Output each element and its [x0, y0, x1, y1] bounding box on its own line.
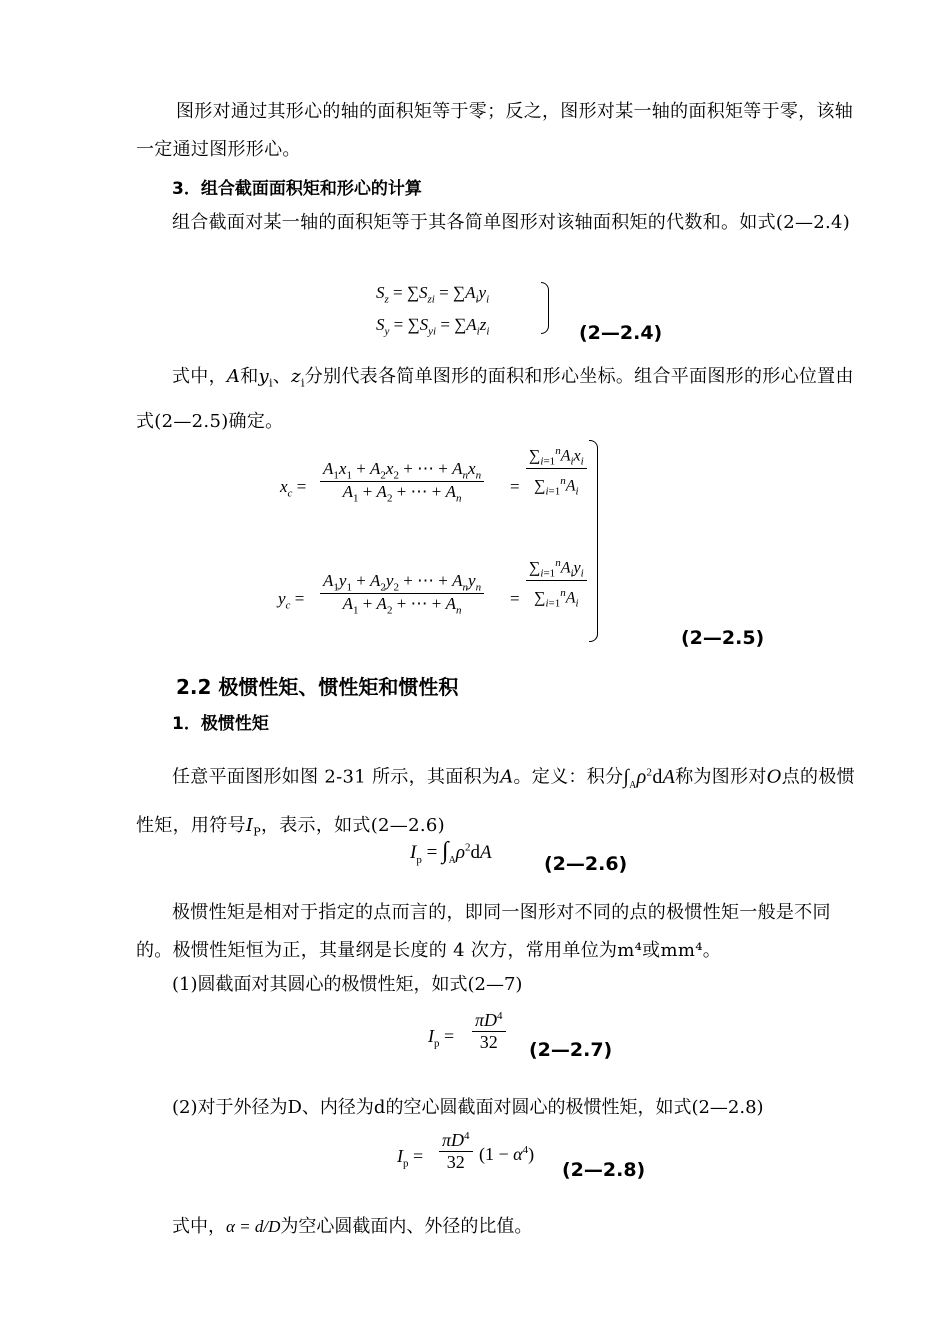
integral-inline: $\int_A\rho^2dA$: [623, 765, 676, 791]
text-run: 任意平面图形如图 2-31 所示，其面积为: [172, 766, 501, 788]
text-run: 为空心圆截面内、外径的比值。: [280, 1216, 533, 1237]
equation-2-2-4: [376, 280, 489, 345]
paragraph-centroid-axis: [136, 93, 862, 169]
equation-number-2-2-8: (2—2.8): [562, 1159, 646, 1181]
equation-brace: [589, 440, 598, 642]
text-run: 称为图形对: [675, 766, 767, 788]
text-run: 分别代表各简单图形的面积和形心坐标。组合平面图形的形心位置由式(2—2.5)确定。: [136, 366, 854, 432]
section-heading-2-2: 2.2 极惯性矩、惯性矩和惯性积: [176, 675, 459, 699]
equation-number-2-2-7: (2—2.7): [529, 1039, 613, 1061]
text-run: 点的极惯性矩，用符号: [136, 766, 855, 836]
subsection-heading-1: 1．极惯性矩: [172, 714, 269, 734]
symbol-I: I: [245, 814, 254, 836]
paragraph-text: 组合截面对某一轴的面积矩等于其各简单图形对该轴面积矩的代数和。如式(2—2.4): [172, 212, 851, 233]
equation-line-2: $S_y = \sum S_{yi} = \sum A_iz_i$: [376, 315, 490, 338]
text-run: 式中，: [172, 1216, 226, 1237]
alpha-expression: α = d/D: [226, 1217, 281, 1236]
equation-number-2-2-5: (2—2.5): [681, 627, 765, 649]
paragraph-polar-definition: [136, 752, 862, 852]
text-run: 。定义：积分: [513, 766, 624, 788]
paragraph-text: 图形对通过其形心的轴的面积矩等于零；反之，图形对某一轴的面积矩等于零，该轴一定通过图形形心。: [136, 101, 854, 160]
equation-line-1: $S_z = \sum S_{zi} = \sum A_iy_i$: [376, 283, 490, 306]
subscript: i: [269, 376, 273, 390]
subscript: i: [300, 376, 305, 390]
paragraph-composite-moment: [136, 204, 862, 242]
symbol-y: y: [258, 366, 270, 387]
text-run: 式中，: [172, 366, 227, 387]
text-run: ，表示，如式(2—2.6): [260, 814, 445, 836]
paragraph-text: 极惯性矩是相对于指定的点而言的，即同一图形对不同的点的极惯性矩一般是不同的。极惯性矩恒为正，其量纲是长度的 4 次方，常用单位为m⁴或mm⁴。: [136, 902, 831, 961]
symbol-z: z: [291, 366, 301, 387]
equation-number-2-2-4: (2—2.4): [579, 322, 663, 344]
paragraph-circle: (1)圆截面对其圆心的极惯性矩，如式(2—7): [172, 974, 523, 995]
symbol-A: A: [500, 766, 514, 788]
equation-brace: [541, 282, 549, 334]
subscript: P: [253, 825, 261, 839]
equation-number-2-2-6: (2—2.6): [544, 853, 628, 875]
paragraph-symbols: [136, 358, 862, 441]
paragraph-hollow-circle: (2)对于外径为D、内径为d的空心圆截面对圆心的极惯性矩，如式(2—2.8): [172, 1097, 764, 1118]
paragraph-polar-properties: [136, 894, 862, 970]
symbol-O: O: [766, 766, 782, 788]
text-run: 和: [240, 366, 259, 387]
symbol-A: A: [226, 366, 241, 387]
text-run: 、: [272, 366, 292, 387]
section-heading-3: 3．组合截面面积矩和形心的计算: [172, 179, 422, 199]
equation-2-2-6: $I_p = \int_A\rho^2dA$: [410, 838, 492, 866]
paragraph-alpha: [172, 1212, 532, 1238]
